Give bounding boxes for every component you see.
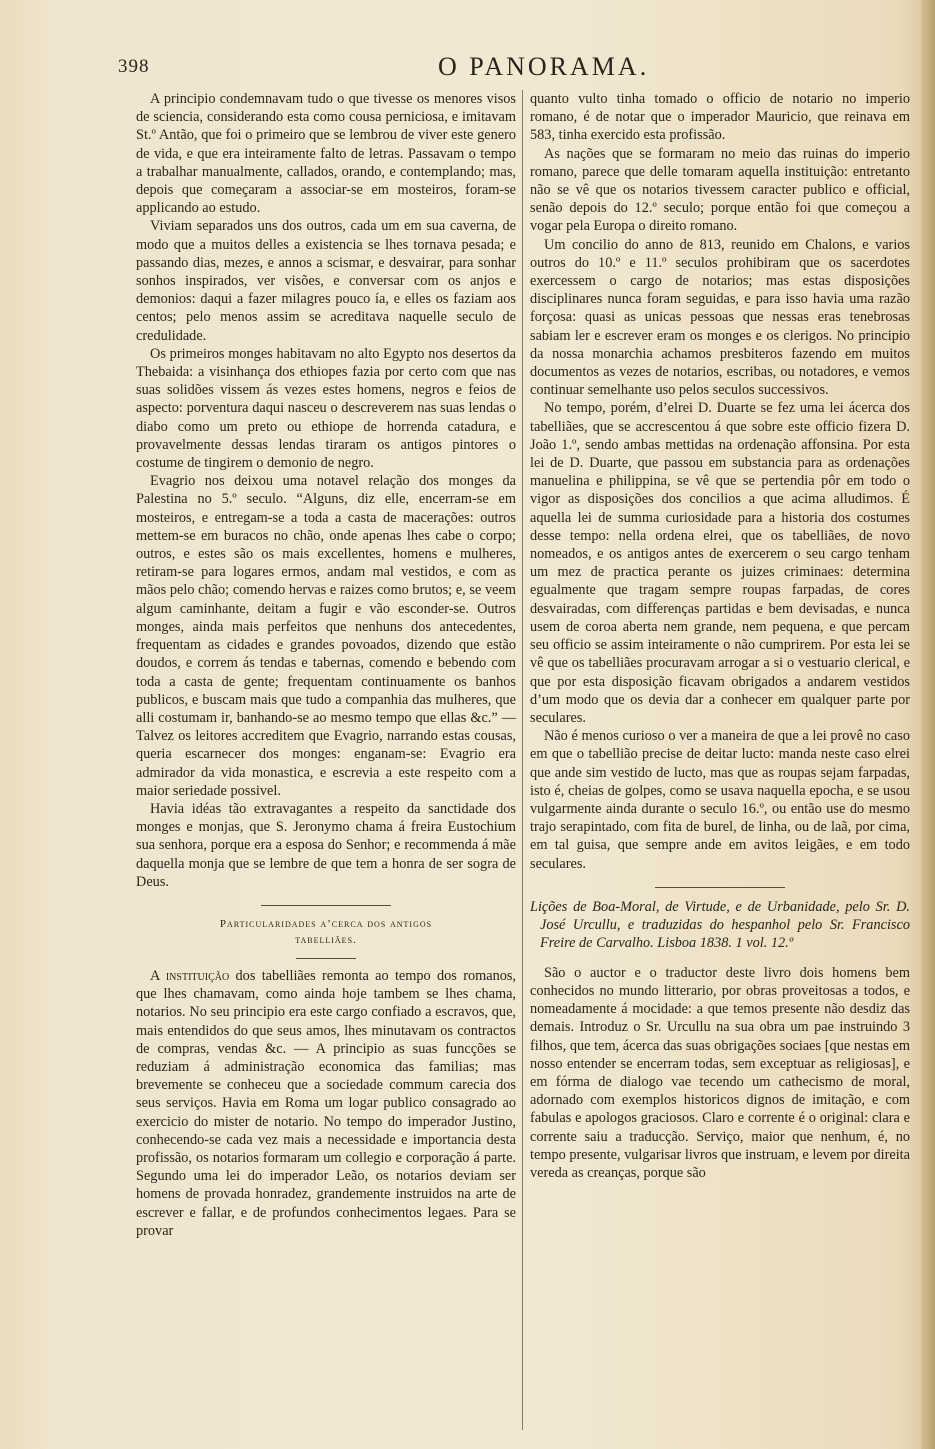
column-rule bbox=[522, 90, 523, 1430]
page-number: 398 bbox=[118, 56, 150, 77]
section-heading-line: Particularidades a’cerca dos antigos bbox=[219, 917, 433, 930]
book-review-title: Lições de Boa-Moral, de Virtude, e de Urbanidade, pelo Sr. D. José Urcullu, e traduzidas do hespanhol pelo Sr. Francisco Freire de Carvalho. Lisboa 1838. 1 vol. 12.º bbox=[530, 898, 910, 951]
page-header bbox=[118, 52, 918, 86]
paragraph: Viviam separados uns dos outros, cada um em sua caverna, de modo que a muitos delles a existencia se lhes tornava pesada; e passando dias, mezes, e annos a scismar, e desvairar, para sonhar sonhos inspirados, ver visões, e conversar com os anjos e demonios: daqui a fazer milagres pouco ía, e elles os faziam aos centos; pelo menos assim se acreditava naquelle seculo de credulidade. bbox=[136, 218, 516, 344]
section-lead: A instituição bbox=[150, 967, 230, 984]
paragraph: No tempo, porém, d’elrei D. Duarte se fez uma lei ácerca dos tabelliães, que se accrescentou á que sobre este officio fizera D. João 1.º, sendo ambas mettidas na ordenação affonsina. Por esta lei de D. Duarte, que passou em substancia para as ordenações manuelina e philippina, se vê que se pertendia pôr em todo o vigor as disposições dos concilios a que acima alludimos. É aquella lei de summa curiosidade para a historia dos costumes desse tempo: nella ordena elrei, que os tabelliães, de novo nomeados, e os antigos antes de exercerem o seu cargo tenham um mez de practica perante os juizes criminaes: determina egualmente que tragam sempre roupas farpadas, de cores desvairadas, com differenças partidas e bem devisadas, e nunca usem de coroa aberta nem grande, nem pequena, e que percam seu officio se assim inteiramente o não cumprirem. Por esta lei se vê que os tabelliães procuravam arrogar a si o vestuario clerical, e que por esta disposição ficavam obrigados a andarem vestidos d’um modo que os devia dar a conhecer em qualquer parte por seculares. bbox=[530, 400, 910, 726]
paragraph: Um concilio do anno de 813, reunido em Chalons, e varios outros do 10.º e 11.º seculos prohibiram que os sacerdotes exercessem o cargo de notarios; mas estas disposições disciplinares nunca foram seguidas, e para isso havia uma razão forçosa: quasi as unicas pessoas que nessas eras tenebrosas sabiam ler e escrever eram os monges e os clerigos. No principio da nossa monarchia achamos presbiteros fazendo em muitos documentos as vezes de notarios, escribas, ou notadores, e vemos continuar semelhante uso pelos seculos successivos. bbox=[530, 236, 910, 399]
book-review-paragraph: São o auctor e o traductor deste livro dois homens bem conhecidos no mundo litterario, por obras proveitosas a todos, e nomeadamente á mocidade: a que temos presente não desdiz das demais. Introduz o Sr. Urcullu na sua obra um pae instruindo 3 filhos, que tem, ácerca das suas obrigações sociaes [que nestas em nosso entender se encerram todas, sem exceptuar as religiosas], e em fórma de dialogo vae tecendo um cathecismo de moral, adornado com exemplos historicos dignos de imitação, e com fabulas e apologos graciosos. Claro e corrente é o original: clara e corrente saiu a traducção. Serviço, maior que nenhum, é, no tempo presente, vulgarisar livros que instruam, e levem por direita vereda as creanças, porque são bbox=[530, 964, 910, 1181]
paragraph: Evagrio nos deixou uma notavel relação dos monges da Palestina no 5.º seculo. “Alguns, diz elle, encerram-se em mosteiros, e entregam-se a toda a casta de macerações: outros mettem-se em buracos no chão, onde apenas lhes cabe o corpo; outros, e estes são os mais excellentes, homens e mulheres, retiram-se para logares ermos, andam mal vestidos, e com as mãos pelo chão; comendo hervas e raizes como brutos; e, se veem algum caminhante, deitam a fugir e vão esconder-se. Outros monges, ainda mais perfeitos que nenhuns dos antecedentes, frequentam as cidades e grandes povoados, dizendo que estão doudos, e correm ás tendas e tabernas, comendo e bebendo com toda a casta de gente; frequentam continuamente os banhos publicos, e buscam mais que tudo a companhia das mulheres, que alli costumam ir, banhando-se ao mesmo tempo que ellas &c.” — Talvez os leitores accreditem que Evagrio, narrando estas cousas, queria escarnecer dos monges: enganam-se: Evagrio era admirador da vida monastica, e escrevia a este respeito com a maior seriedade possivel. bbox=[136, 473, 516, 799]
section-paragraph-text: dos tabelliães remonta ao tempo dos romanos, que lhes chamavam, como ainda hoje tambem se lhes chama, notarios. No seu principio era este cargo confiado a escravos, que, mais entendidos do que seus amos, lhes minutavam os contractos de compras, vendas &c. — A principio as suas funcções se reduziam á administração economica das familias; mas brevemente se conheceu que a sociedade commum carecia dos seus serviços. Havia em Roma um logar publico consagrado ao exercicio do mister de notario. No tempo do imperador Justino, conhecendo-se cada vez mais a necessidade e importancia desta profissão, os notarios formaram um collegio e corporação á parte. Segundo uma lei do imperador Leão, os notarios deviam ser homens de provada honradez, grandemente instruidos na arte de escrever e fallar, e de profundos conhecimentos legaes. Para se provar bbox=[136, 967, 516, 1239]
section-heading-line: tabelliães. bbox=[295, 933, 357, 946]
paragraph: Havia idéas tão extravagantes a respeito da sanctidade dos monges e monjas, que S. Jeronymo chama á freira Eustochium sua senhora, porque era a esposa do Senhor; e recommenda á mãe daquella monja que se lembre de que tem a honra de ser sogra de Deus. bbox=[136, 800, 516, 890]
paragraph: Os primeiros monges habitavam no alto Egypto nos desertos da Thebaida: a visinhança dos ethiopes fazia por certo com que nas suas solidões vissem ás vezes estes homens, negros e feios de aspecto: porventura daqui nasceu o descreverem nas suas lendas o diabo como um preto ou ethiope de horrenda catadura, e provavelmente dessas lendas tiraram os antigos pintores o costume de tingirem o demonio de negro. bbox=[136, 345, 516, 472]
paragraph: A principio condemnavam tudo o que tivesse os menores visos de sciencia, considerando esta como cousa perniciosa, e imitavam St.º Antão, que foi o primeiro que se lembrou de viver este genero de vida, e que era inteiramente falto de letras. Passavam o tempo a trabalhar manualmente, callados, orando, e contemplando; mas, depois que começaram a associar-se em mosteiros, foram-se applicando ao estudo. bbox=[136, 91, 516, 217]
paragraph: quanto vulto tinha tomado o officio de notario no imperio romano, é de notar que o imperador Mauricio, que reinava em 583, tinha exercido esta profissão. bbox=[530, 91, 910, 144]
page-edge bbox=[921, 0, 935, 1449]
right-column bbox=[530, 90, 910, 1435]
paragraph: Não é menos curioso o ver a maneira de que a lei provê no caso em que o tabellião precise de deitar lucto: manda neste caso elrei que ande sim vestido de lucto, mas que as roupas sejam farpadas, isto é, cheias de golpes, como se usava naquella epocha, e se usou vulgarmente ainda durante o seculo 16.º, ou então use do mesmo trajo serapintado, com fita de burel, de linha, ou de laã, por cima, em tal guisa, que sempre ande em avitos leigães, e em todo seculares. bbox=[530, 728, 910, 872]
section-divider bbox=[261, 905, 391, 906]
section-divider bbox=[655, 887, 785, 888]
section-heading bbox=[136, 916, 516, 948]
paragraph: As nações que se formaram no meio das ruinas do imperio romano, parece que delle tomaram aquella instituição: entretanto não se vê que os notarios tivessem caracter publico e official, senão depois do 12.º seculo; porque então foi que começou a vogar pela Europa o direito romano. bbox=[530, 145, 910, 235]
section-paragraph bbox=[136, 967, 516, 1240]
journal-title: O PANORAMA. bbox=[438, 52, 650, 81]
left-column bbox=[136, 90, 516, 1435]
heading-underline bbox=[296, 958, 356, 959]
